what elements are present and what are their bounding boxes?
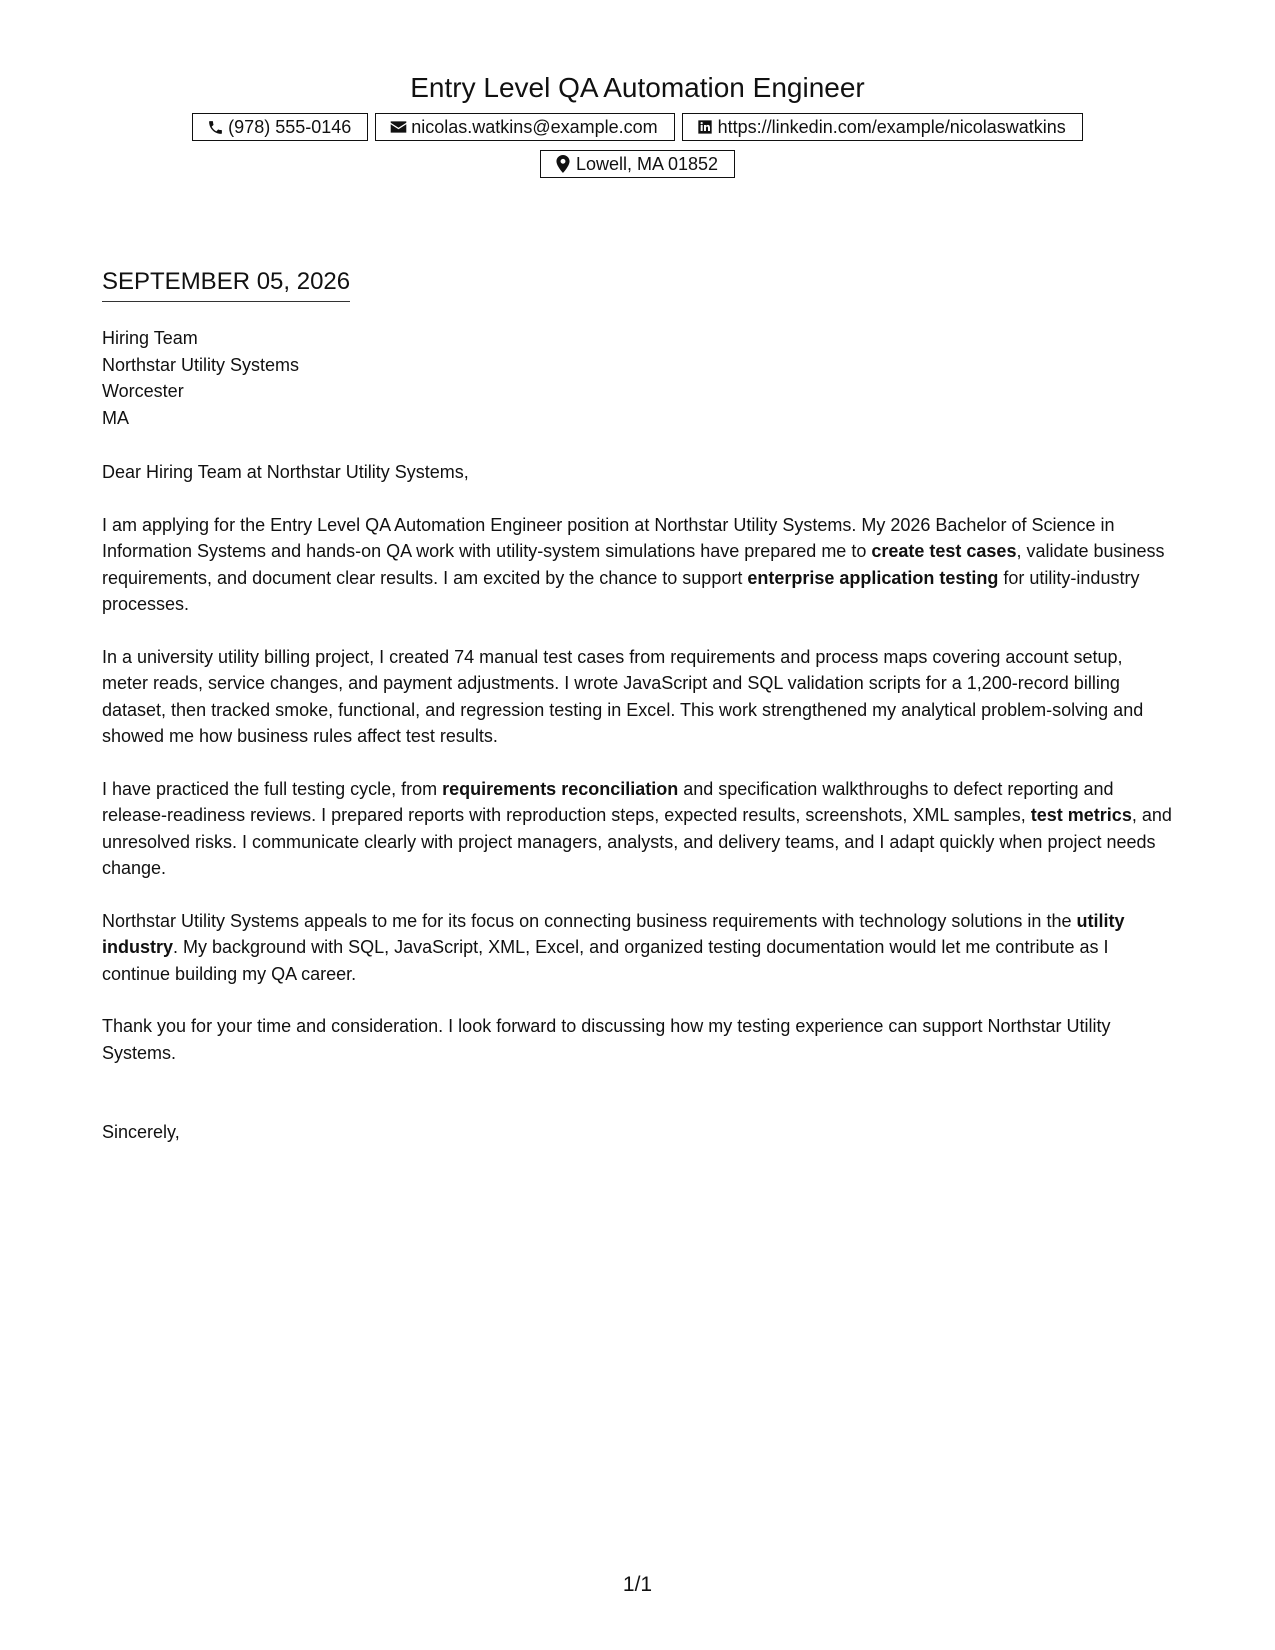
document-title: Entry Level QA Automation Engineer <box>410 72 865 103</box>
location-contact <box>540 150 735 178</box>
linkedin-text: https://linkedin.com/example/nicolaswatkins <box>717 116 1066 137</box>
linkedin-contact[interactable] <box>682 113 1083 141</box>
paragraph-company-fit: Northstar Utility Systems appeals to me for its focus on connecting business requirements with technology solutions in the utility industry. My background with SQL, JavaScript, XML, Excel, and organized testing documentation would let me contribute as I continue building my QA career. <box>102 910 1125 984</box>
keyword-highlight: utility industry <box>102 910 1125 957</box>
keyword-highlight: create test cases <box>871 541 1017 561</box>
contact-row-primary <box>0 113 1275 141</box>
paragraph-thanks: Thank you for your time and consideration. I look forward to discussing how my testing experience can support Northstar Utility Systems. <box>102 1016 1111 1063</box>
phone-contact[interactable] <box>192 113 368 141</box>
recipient-state: MA <box>102 407 129 428</box>
keyword-highlight: requirements reconciliation <box>442 778 679 799</box>
contact-row-secondary <box>0 150 1275 178</box>
recipient-block <box>102 325 299 431</box>
linkedin-icon <box>696 118 714 136</box>
letter-date: SEPTEMBER 05, 2026 <box>102 267 350 302</box>
paragraph-intro: I am applying for the Entry Level QA Automation Engineer position at Northstar Utility Systems. My 2026 Bachelor of Science in Information Systems and hands-on QA work with utility-system simulations have prepared me to create test cases, validate business requirements, and document clear results. I am excited by the chance to support enterprise application testing for utility-industry processes. <box>102 514 1165 614</box>
keyword-highlight: test metrics <box>1030 805 1132 825</box>
closing: Sincerely, <box>102 1122 180 1142</box>
keyword-highlight: enterprise application testing <box>747 567 999 588</box>
location-text: Lowell, MA 01852 <box>575 153 719 174</box>
recipient-company: Northstar Utility Systems <box>102 354 300 375</box>
email-text: nicolas.watkins@example.com <box>411 116 658 137</box>
envelope-icon <box>389 118 407 136</box>
recipient-city: Worcester <box>102 381 184 401</box>
phone-icon <box>206 118 224 136</box>
paragraph-project: In a university utility billing project, I created 74 manual test cases from requirements and process maps covering account setup, meter reads, service changes, and payment adjustments. I wrote JavaScript and SQL validation scripts for a 1,200-record billing dataset, then tracked smoke, functional, and regression testing in Excel. This work strengthened my analytical problem-solving and showed me how business rules affect test results. <box>102 646 1144 746</box>
letter-body <box>102 459 1172 1092</box>
recipient-name: Hiring Team <box>102 328 198 348</box>
paragraph-testing-cycle: I have practiced the full testing cycle, from requirements reconciliation and specification walkthroughs to defect reporting and release-readiness reviews. I prepared reports with reproduction steps, expected results, screenshots, XML samples, test metrics, and unresolved risks. I communicate clearly with project managers, analysts, and delivery teams, and I adapt quickly when project needs change. <box>102 778 1172 878</box>
map-marker-icon <box>554 155 572 173</box>
salutation: Dear Hiring Team at Northstar Utility Systems, <box>102 462 469 482</box>
email-contact[interactable] <box>375 113 674 141</box>
phone-text: (978) 555-0146 <box>228 116 352 137</box>
page-number: 1/1 <box>622 1573 653 1596</box>
